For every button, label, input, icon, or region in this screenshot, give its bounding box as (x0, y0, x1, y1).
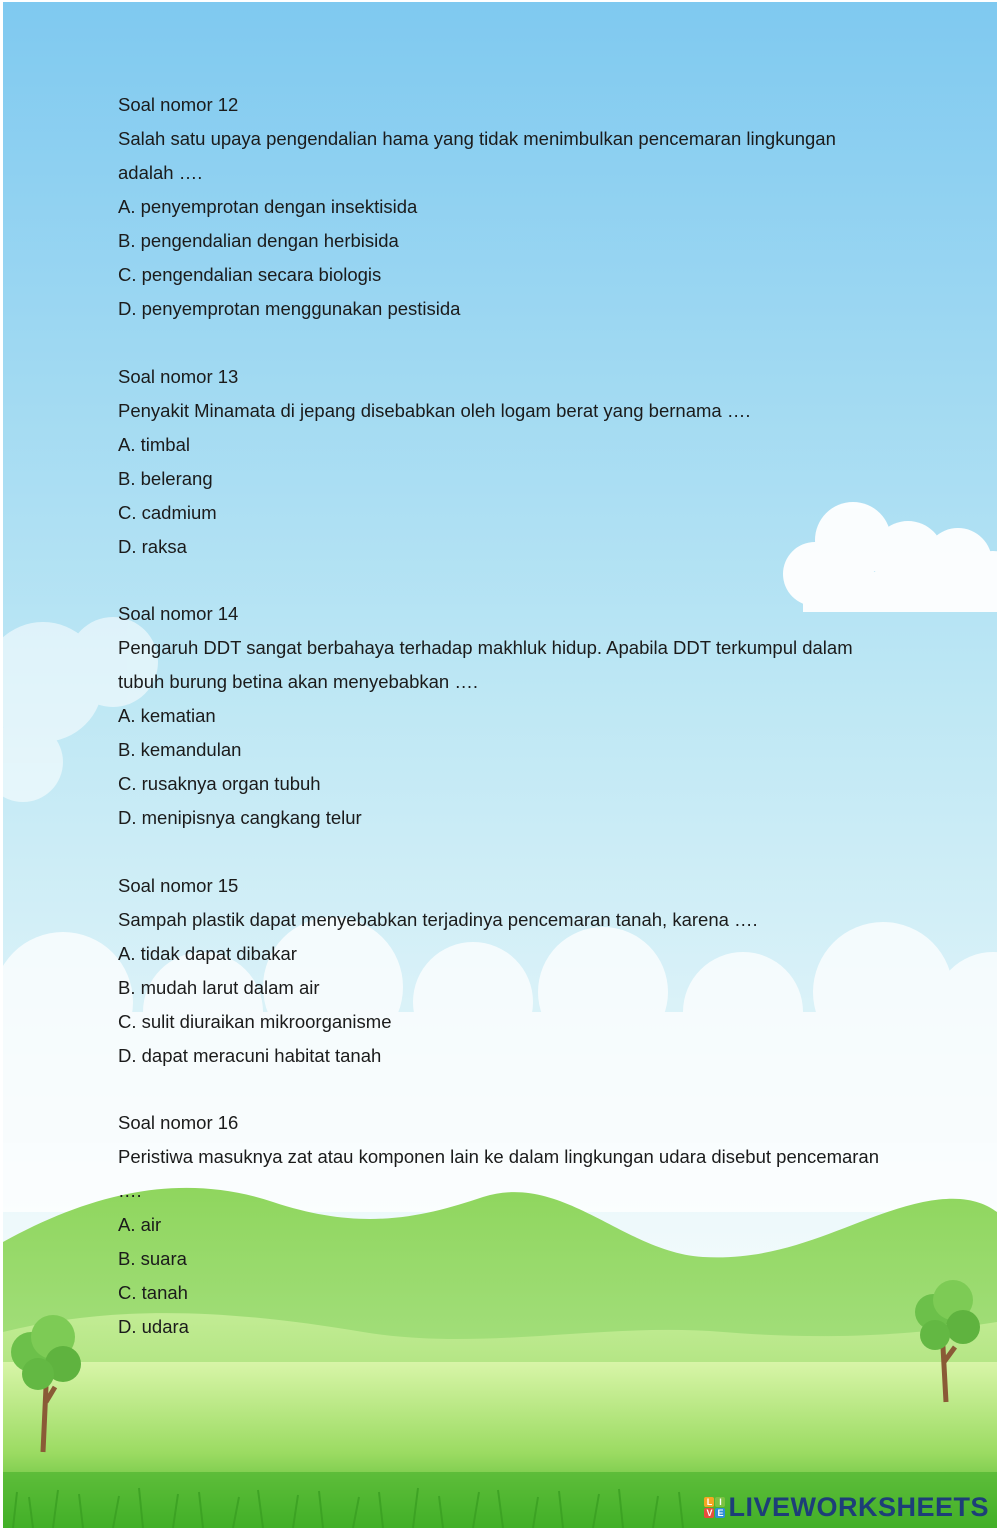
answer-option: C. cadmium (118, 501, 217, 523)
question-block (118, 360, 948, 564)
brand-name: LIVEWORKSHEETS (728, 1491, 989, 1522)
answer-option: D. udara (118, 1316, 189, 1337)
answer-option: A. tidak dapat dibakar (118, 942, 297, 964)
answer-option: B. suara (118, 1248, 187, 1269)
worksheet-page (3, 2, 997, 1528)
answer-option: B. kemandulan (118, 739, 242, 760)
answer-option: B. mudah larut dalam air (118, 976, 320, 998)
question-block (118, 88, 948, 326)
question-title: Soal nomor 16 (118, 1112, 239, 1133)
answer-option: A. penyemprotan dengan insektisida (118, 196, 418, 217)
logo-letter: V (706, 1507, 713, 1518)
question-block (118, 869, 948, 1073)
answer-option: D. dapat meracuni habitat tanah (118, 1044, 382, 1066)
answer-option: C. rusaknya organ tubuh (118, 773, 321, 794)
question-title: Soal nomor 13 (118, 365, 239, 387)
answer-option: B. belerang (118, 467, 213, 489)
question-prompt-line: Salah satu upaya pengendalian hama yang tidak menimbulkan pencemaran lingkungan (118, 128, 836, 149)
question-title: Soal nomor 14 (118, 603, 239, 624)
question-prompt-line: adalah …. (118, 162, 203, 183)
answer-option: D. raksa (118, 535, 187, 557)
question-prompt-line: Pengaruh DDT sangat berbahaya terhadap makhluk hidup. Apabila DDT terkumpul dalam (118, 637, 853, 658)
answer-option: C. pengendalian secara biologis (118, 264, 382, 285)
answer-option: C. sulit diuraikan mikroorganisme (118, 1010, 392, 1032)
logo-letter: I (715, 1497, 725, 1507)
answer-option: D. menipisnya cangkang telur (118, 807, 362, 828)
answer-option: A. timbal (118, 433, 190, 455)
answer-option: A. air (118, 1214, 162, 1235)
liveworksheets-logo-icon (704, 1497, 725, 1518)
question-prompt-line: Sampah plastik dapat menyebabkan terjadinya pencemaran tanah, karena …. (118, 908, 758, 930)
answer-option: C. tanah (118, 1282, 188, 1303)
question-prompt-line: tubuh burung betina akan menyebabkan …. (118, 671, 478, 692)
question-prompt-line: …. (118, 1180, 142, 1201)
question-block (118, 597, 948, 835)
liveworksheets-watermark (704, 1490, 989, 1524)
logo-letter: L (704, 1497, 714, 1507)
question-prompt-line: Penyakit Minamata di jepang disebabkan oleh logam berat yang bernama …. (118, 399, 751, 421)
answer-option: A. kematian (118, 705, 216, 726)
answer-option: B. pengendalian dengan herbisida (118, 230, 399, 251)
question-title: Soal nomor 15 (118, 874, 239, 896)
question-block (118, 1106, 948, 1344)
logo-letter: E (717, 1507, 724, 1518)
question-prompt-line: Peristiwa masuknya zat atau komponen lain ke dalam lingkungan udara disebut pencemaran (118, 1146, 880, 1167)
question-title: Soal nomor 12 (118, 94, 239, 115)
answer-option: D. penyemprotan menggunakan pestisida (118, 298, 461, 319)
questions-content (118, 88, 948, 1378)
